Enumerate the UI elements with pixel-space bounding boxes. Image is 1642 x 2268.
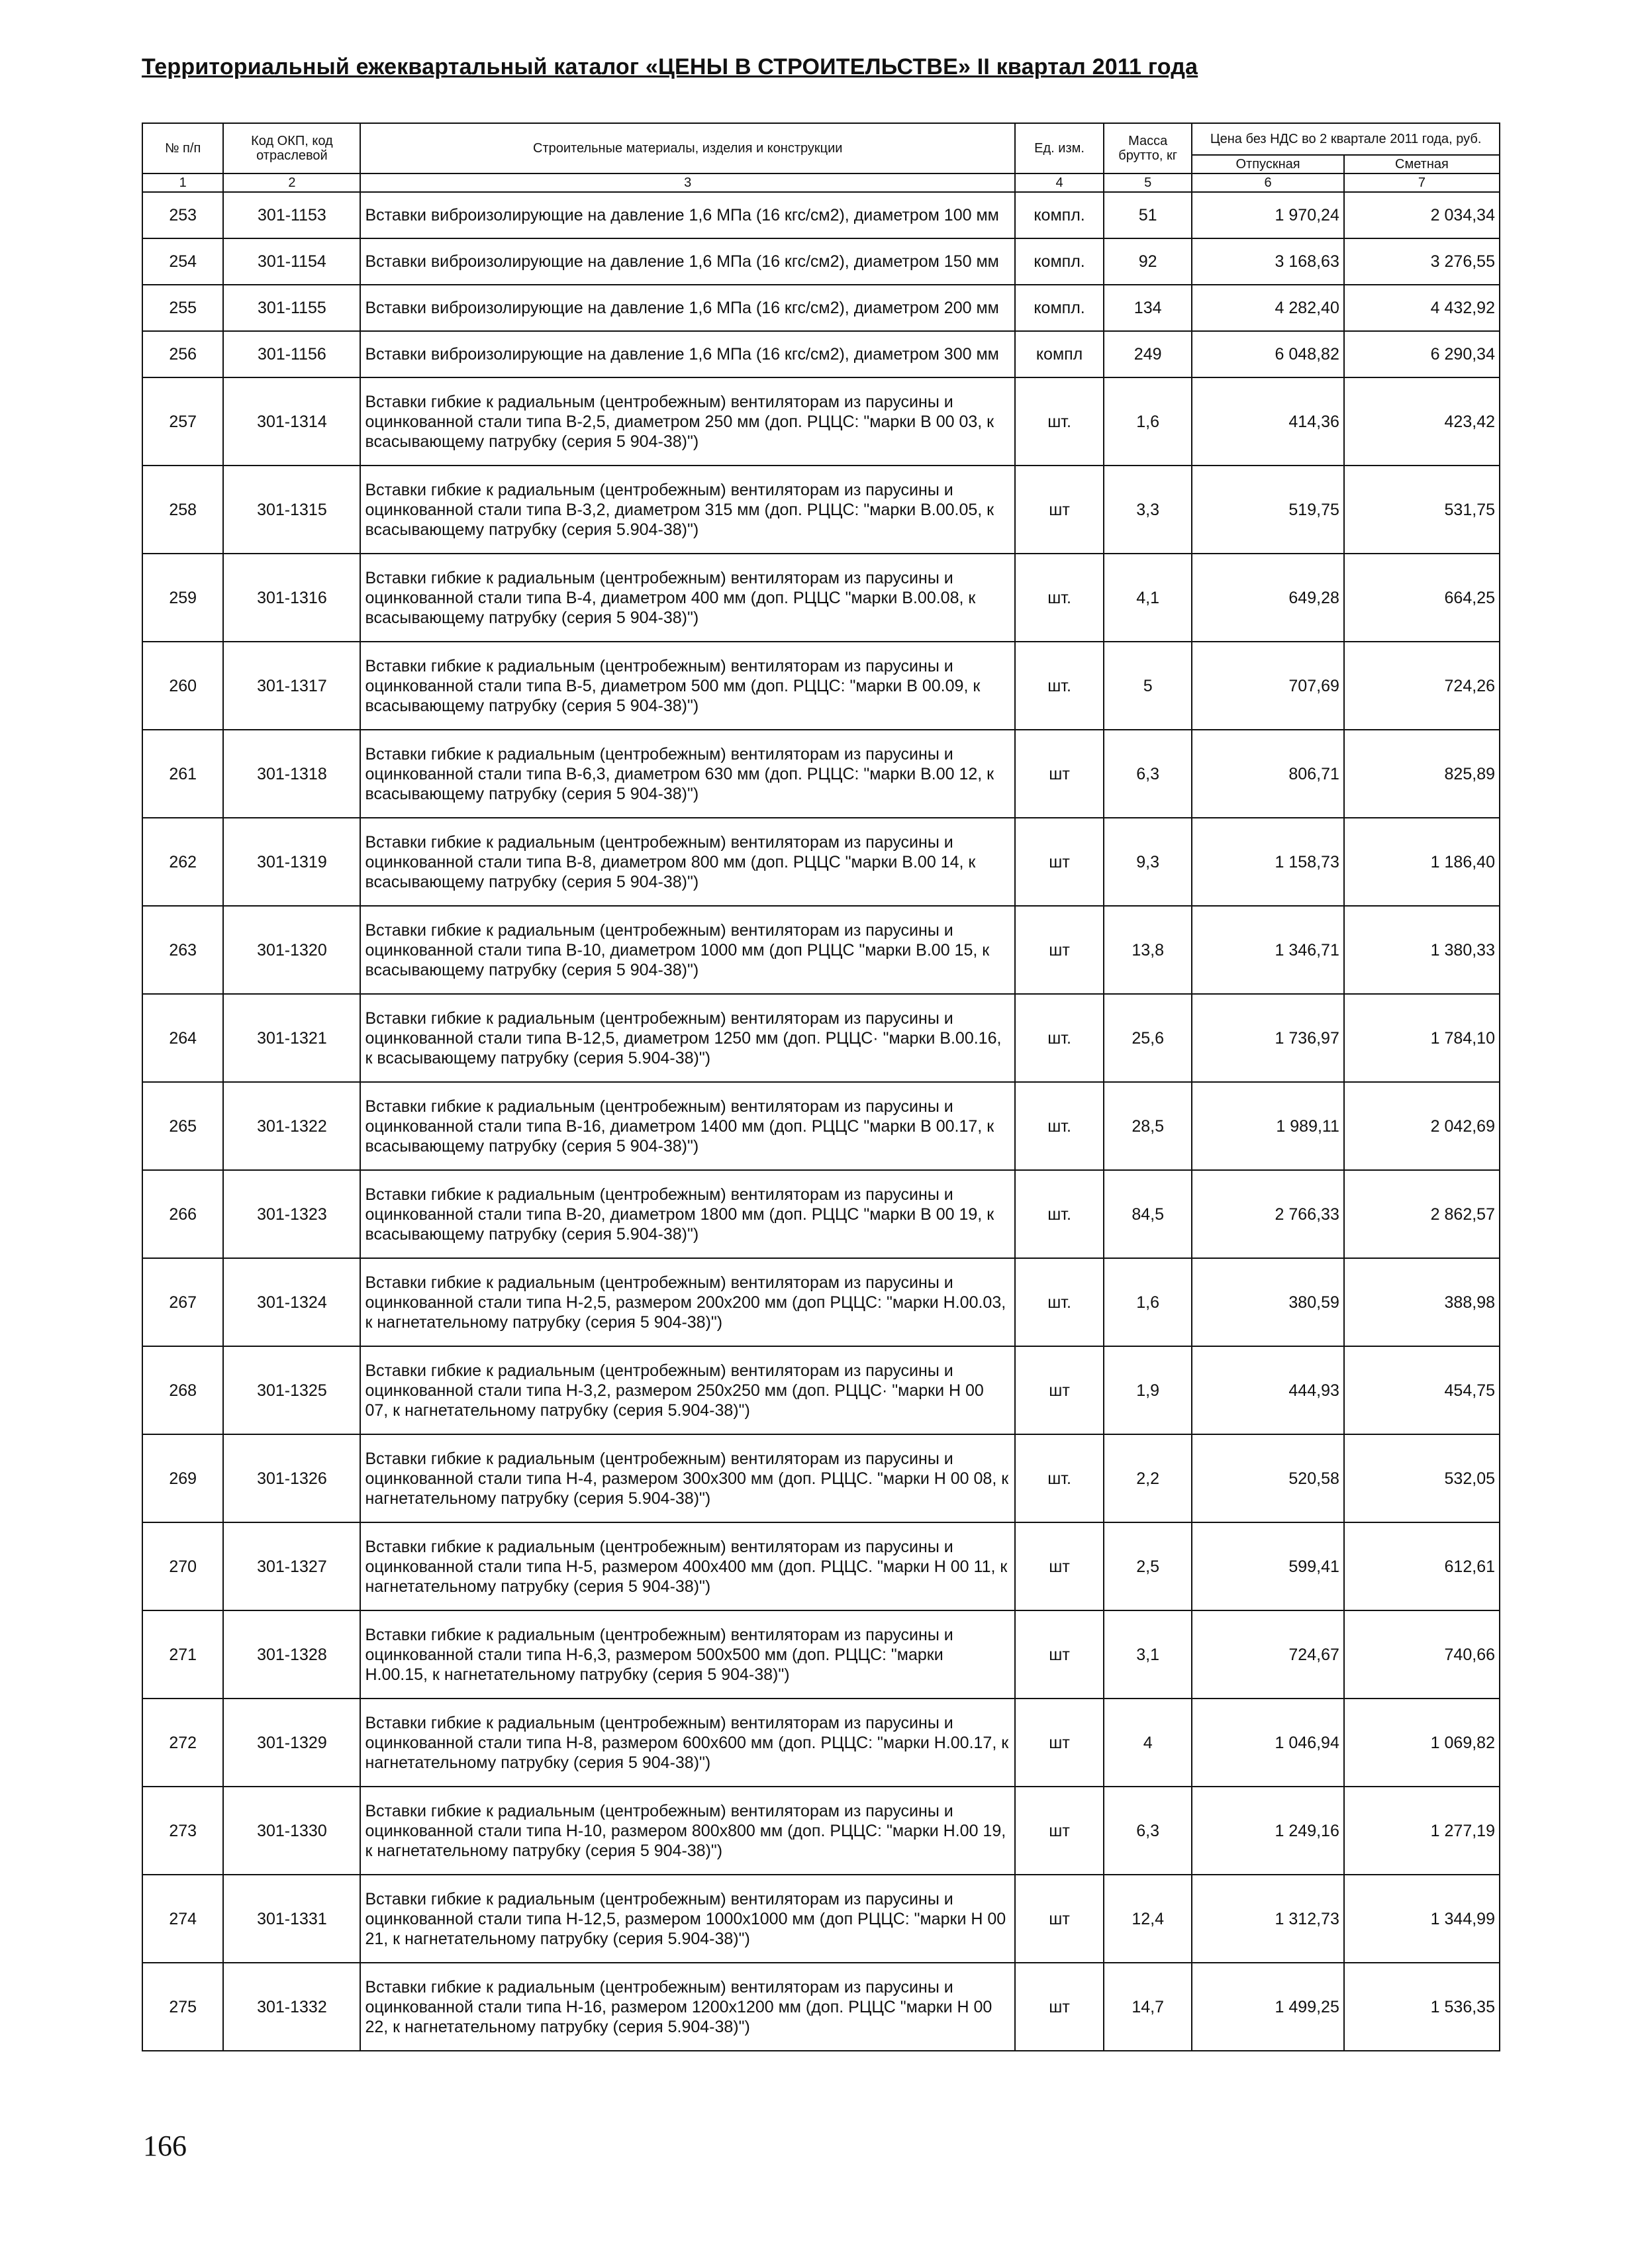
price-release: 649,28 (1192, 554, 1344, 642)
table-row (142, 1170, 1500, 1258)
row-number: 264 (142, 994, 223, 1082)
table-row (142, 377, 1500, 466)
price-estimate: 423,42 (1344, 377, 1500, 466)
column-header-no: № п/п (142, 123, 223, 173)
okp-code: 301-1317 (223, 642, 360, 730)
gross-mass: 13,8 (1104, 906, 1192, 994)
unit-of-measure: шт (1015, 1346, 1104, 1434)
item-description: Вставки виброизолирующие на давление 1,6 МПа (16 кгс/см2), диаметром 200 мм (360, 285, 1014, 331)
gross-mass: 6,3 (1104, 1787, 1192, 1875)
price-catalog-table (142, 123, 1500, 2051)
item-description: Вставки виброизолирующие на давление 1,6 МПа (16 кгс/см2), диаметром 300 мм (360, 331, 1014, 377)
price-estimate: 825,89 (1344, 730, 1500, 818)
column-header-mass: Масса брутто, кг (1104, 123, 1192, 173)
page-number: 166 (143, 2130, 187, 2162)
gross-mass: 249 (1104, 331, 1192, 377)
okp-code: 301-1327 (223, 1522, 360, 1610)
unit-of-measure: шт (1015, 730, 1104, 818)
item-description: Вставки виброизолирующие на давление 1,6 МПа (16 кгс/см2), диаметром 100 мм (360, 192, 1014, 238)
column-number: 6 (1192, 173, 1344, 192)
row-number: 261 (142, 730, 223, 818)
row-number: 272 (142, 1699, 223, 1787)
table-row (142, 1522, 1500, 1610)
price-release: 4 282,40 (1192, 285, 1344, 331)
table-row (142, 994, 1500, 1082)
gross-mass: 12,4 (1104, 1875, 1192, 1963)
okp-code: 301-1324 (223, 1258, 360, 1346)
price-release: 1 046,94 (1192, 1699, 1344, 1787)
price-release: 519,75 (1192, 466, 1344, 554)
item-description: Вставки гибкие к радиальным (центробежным) вентиляторам из парусины и оцинкованной стали типа В-8, диаметром 800 мм (доп. РЦЦС "марки В.00 14, к всасывающему патрубку (серия 5 904-38)") (360, 818, 1014, 906)
row-number: 258 (142, 466, 223, 554)
unit-of-measure: шт (1015, 818, 1104, 906)
unit-of-measure: компл. (1015, 285, 1104, 331)
column-header-price-group: Цена без НДС во 2 квартале 2011 года, руб. (1192, 123, 1500, 155)
price-release: 1 736,97 (1192, 994, 1344, 1082)
item-description: Вставки гибкие к радиальным (центробежным) вентиляторам из парусины и оцинкованной стали типа Н-16, размером 1200х1200 мм (доп. РЦЦС "марки Н 00 22, к нагнетательному патрубку (серия 5.904-38)") (360, 1963, 1014, 2051)
okp-code: 301-1329 (223, 1699, 360, 1787)
item-description: Вставки гибкие к радиальным (центробежным) вентиляторам из парусины и оцинкованной стали типа Н-2,5, размером 200х200 мм (доп РЦЦС: "марки Н.00.03, к нагнетательному патрубку (серия 5 904-38)") (360, 1258, 1014, 1346)
table-row (142, 285, 1500, 331)
row-number: 257 (142, 377, 223, 466)
okp-code: 301-1314 (223, 377, 360, 466)
unit-of-measure: шт (1015, 1699, 1104, 1787)
unit-of-measure: шт (1015, 466, 1104, 554)
price-release: 599,41 (1192, 1522, 1344, 1610)
price-estimate: 6 290,34 (1344, 331, 1500, 377)
item-description: Вставки гибкие к радиальным (центробежным) вентиляторам из парусины и оцинкованной стали типа В-4, диаметром 400 мм (доп. РЦЦС "марки В.00.08, к всасывающему патрубку (серия 5 904-38)") (360, 554, 1014, 642)
gross-mass: 3,1 (1104, 1610, 1192, 1699)
item-description: Вставки гибкие к радиальным (центробежным) вентиляторам из парусины и оцинкованной стали типа Н-5, размером 400х400 мм (доп. РЦЦС. "марки Н 00 11, к нагнетательному патрубку (серия 5 904-38)") (360, 1522, 1014, 1610)
column-number: 2 (223, 173, 360, 192)
price-release: 724,67 (1192, 1610, 1344, 1699)
price-release: 1 346,71 (1192, 906, 1344, 994)
table-row (142, 906, 1500, 994)
gross-mass: 51 (1104, 192, 1192, 238)
column-number: 7 (1344, 173, 1500, 192)
gross-mass: 92 (1104, 238, 1192, 285)
column-header-name: Строительные материалы, изделия и конструкции (360, 123, 1014, 173)
item-description: Вставки гибкие к радиальным (центробежным) вентиляторам из парусины и оцинкованной стали типа В-2,5, диаметром 250 мм (доп. РЦЦС: "марки В 00 03, к всасывающему патрубку (серия 5 904-38)") (360, 377, 1014, 466)
row-number: 269 (142, 1434, 223, 1522)
gross-mass: 25,6 (1104, 994, 1192, 1082)
item-description: Вставки гибкие к радиальным (центробежным) вентиляторам из парусины и оцинкованной стали типа Н-10, размером 800х800 мм (доп. РЦЦС: "марки Н.00 19, к нагнетательному патрубку (серия 5 904-38)") (360, 1787, 1014, 1875)
item-description: Вставки гибкие к радиальным (центробежным) вентиляторам из парусины и оцинкованной стали типа Н-4, размером 300х300 мм (доп. РЦЦС. "марки Н 00 08, к нагнетательному патрубку (серия 5.904-38)") (360, 1434, 1014, 1522)
price-estimate: 531,75 (1344, 466, 1500, 554)
item-description: Вставки гибкие к радиальным (центробежным) вентиляторам из парусины и оцинкованной стали типа В-16, диаметром 1400 мм (доп. РЦЦС "марки В 00.17, к всасывающему патрубку (серия 5 904-38)") (360, 1082, 1014, 1170)
column-header-price-release: Отпускная (1192, 155, 1344, 173)
price-estimate: 1 069,82 (1344, 1699, 1500, 1787)
gross-mass: 1,9 (1104, 1346, 1192, 1434)
column-number-row (142, 173, 1500, 192)
gross-mass: 14,7 (1104, 1963, 1192, 2051)
price-release: 1 499,25 (1192, 1963, 1344, 2051)
price-estimate: 1 344,99 (1344, 1875, 1500, 1963)
okp-code: 301-1332 (223, 1963, 360, 2051)
row-number: 268 (142, 1346, 223, 1434)
item-description: Вставки гибкие к радиальным (центробежным) вентиляторам из парусины и оцинкованной стали типа Н-8, размером 600х600 мм (доп. РЦЦС: "марки Н.00.17, к нагнетательному патрубку (серия 5 904-38)") (360, 1699, 1014, 1787)
price-release: 2 766,33 (1192, 1170, 1344, 1258)
row-number: 256 (142, 331, 223, 377)
table-row (142, 466, 1500, 554)
table-row (142, 1875, 1500, 1963)
price-estimate: 724,26 (1344, 642, 1500, 730)
item-description: Вставки гибкие к радиальным (центробежным) вентиляторам из парусины и оцинкованной стали типа В-20, диаметром 1800 мм (доп. РЦЦС "марки В 00 19, к всасывающему патрубку (серия 5.904-38)") (360, 1170, 1014, 1258)
okp-code: 301-1315 (223, 466, 360, 554)
okp-code: 301-1155 (223, 285, 360, 331)
unit-of-measure: шт. (1015, 554, 1104, 642)
price-release: 806,71 (1192, 730, 1344, 818)
row-number: 259 (142, 554, 223, 642)
table-row (142, 1346, 1500, 1434)
price-release: 380,59 (1192, 1258, 1344, 1346)
unit-of-measure: компл. (1015, 238, 1104, 285)
price-estimate: 2 862,57 (1344, 1170, 1500, 1258)
okp-code: 301-1156 (223, 331, 360, 377)
unit-of-measure: шт (1015, 1963, 1104, 2051)
unit-of-measure: шт (1015, 906, 1104, 994)
price-estimate: 2 042,69 (1344, 1082, 1500, 1170)
row-number: 274 (142, 1875, 223, 1963)
table-row (142, 642, 1500, 730)
unit-of-measure: шт (1015, 1875, 1104, 1963)
gross-mass: 1,6 (1104, 377, 1192, 466)
price-estimate: 454,75 (1344, 1346, 1500, 1434)
price-estimate: 1 536,35 (1344, 1963, 1500, 2051)
item-description: Вставки гибкие к радиальным (центробежным) вентиляторам из парусины и оцинкованной стали типа Н-6,3, размером 500х500 мм (доп. РЦЦС: "марки Н.00.15, к нагнетательному патрубку (серия 5 904-38)") (360, 1610, 1014, 1699)
table-row (142, 238, 1500, 285)
table-row (142, 1610, 1500, 1699)
unit-of-measure: компл (1015, 331, 1104, 377)
item-description: Вставки гибкие к радиальным (центробежным) вентиляторам из парусины и оцинкованной стали типа В-6,3, диаметром 630 мм (доп. РЦЦС: "марки В.00 12, к всасывающему патрубку (серия 5 904-38)") (360, 730, 1014, 818)
price-release: 1 989,11 (1192, 1082, 1344, 1170)
row-number: 267 (142, 1258, 223, 1346)
price-estimate: 1 186,40 (1344, 818, 1500, 906)
gross-mass: 84,5 (1104, 1170, 1192, 1258)
item-description: Вставки гибкие к радиальным (центробежным) вентиляторам из парусины и оцинкованной стали типа В-10, диаметром 1000 мм (доп РЦЦС "марки В.00 15, к всасывающему патрубку (серия 5 904-38)") (360, 906, 1014, 994)
item-description: Вставки гибкие к радиальным (центробежным) вентиляторам из парусины и оцинкованной стали типа Н-3,2, размером 250х250 мм (доп. РЦЦС· "марки Н 00 07, к нагнетательному патрубку (серия 5.904-38)") (360, 1346, 1014, 1434)
price-estimate: 3 276,55 (1344, 238, 1500, 285)
okp-code: 301-1320 (223, 906, 360, 994)
gross-mass: 3,3 (1104, 466, 1192, 554)
price-estimate: 4 432,92 (1344, 285, 1500, 331)
table-row (142, 1787, 1500, 1875)
okp-code: 301-1153 (223, 192, 360, 238)
price-estimate: 1 784,10 (1344, 994, 1500, 1082)
okp-code: 301-1326 (223, 1434, 360, 1522)
row-number: 275 (142, 1963, 223, 2051)
row-number: 260 (142, 642, 223, 730)
price-release: 1 158,73 (1192, 818, 1344, 906)
column-header-price-estimate: Сметная (1344, 155, 1500, 173)
okp-code: 301-1321 (223, 994, 360, 1082)
price-estimate: 532,05 (1344, 1434, 1500, 1522)
column-header-unit: Ед. изм. (1015, 123, 1104, 173)
gross-mass: 5 (1104, 642, 1192, 730)
price-estimate: 388,98 (1344, 1258, 1500, 1346)
price-release: 444,93 (1192, 1346, 1344, 1434)
price-release: 1 312,73 (1192, 1875, 1344, 1963)
gross-mass: 4,1 (1104, 554, 1192, 642)
okp-code: 301-1330 (223, 1787, 360, 1875)
okp-code: 301-1325 (223, 1346, 360, 1434)
row-number: 263 (142, 906, 223, 994)
okp-code: 301-1319 (223, 818, 360, 906)
price-release: 1 970,24 (1192, 192, 1344, 238)
unit-of-measure: шт (1015, 1787, 1104, 1875)
row-number: 266 (142, 1170, 223, 1258)
okp-code: 301-1323 (223, 1170, 360, 1258)
unit-of-measure: компл. (1015, 192, 1104, 238)
gross-mass: 134 (1104, 285, 1192, 331)
gross-mass: 2,5 (1104, 1522, 1192, 1610)
price-estimate: 740,66 (1344, 1610, 1500, 1699)
price-release: 414,36 (1192, 377, 1344, 466)
price-release: 707,69 (1192, 642, 1344, 730)
gross-mass: 4 (1104, 1699, 1192, 1787)
okp-code: 301-1322 (223, 1082, 360, 1170)
item-description: Вставки гибкие к радиальным (центробежным) вентиляторам из парусины и оцинкованной стали типа В-12,5, диаметром 1250 мм (доп. РЦЦС· "марки В.00.16, к всасывающему патрубку (серия 5.904-38)") (360, 994, 1014, 1082)
unit-of-measure: шт. (1015, 1082, 1104, 1170)
okp-code: 301-1316 (223, 554, 360, 642)
price-release: 1 249,16 (1192, 1787, 1344, 1875)
row-number: 262 (142, 818, 223, 906)
table-row (142, 1082, 1500, 1170)
row-number: 265 (142, 1082, 223, 1170)
row-number: 254 (142, 238, 223, 285)
row-number: 271 (142, 1610, 223, 1699)
item-description: Вставки гибкие к радиальным (центробежным) вентиляторам из парусины и оцинкованной стали типа В-5, диаметром 500 мм (доп. РЦЦС: "марки В 00.09, к всасывающему патрубку (серия 5 904-38)") (360, 642, 1014, 730)
price-release: 520,58 (1192, 1434, 1344, 1522)
column-number: 5 (1104, 173, 1192, 192)
row-number: 255 (142, 285, 223, 331)
unit-of-measure: шт. (1015, 1258, 1104, 1346)
gross-mass: 1,6 (1104, 1258, 1192, 1346)
table-row (142, 554, 1500, 642)
page-title: Территориальный ежеквартальный каталог «ЦЕНЫ В СТРОИТЕЛЬСТВЕ» II квартал 2011 года (142, 54, 1198, 79)
table-body (142, 192, 1500, 2051)
table-row (142, 730, 1500, 818)
price-release: 3 168,63 (1192, 238, 1344, 285)
unit-of-measure: шт. (1015, 1170, 1104, 1258)
table-row (142, 331, 1500, 377)
column-header-code: Код ОКП, код отраслевой (223, 123, 360, 173)
table-row (142, 192, 1500, 238)
table-row (142, 1434, 1500, 1522)
unit-of-measure: шт. (1015, 1434, 1104, 1522)
unit-of-measure: шт (1015, 1522, 1104, 1610)
item-description: Вставки гибкие к радиальным (центробежным) вентиляторам из парусины и оцинкованной стали типа Н-12,5, размером 1000х1000 мм (доп РЦЦС: "марки Н 00 21, к нагнетательному патрубку (серия 5.904-38)") (360, 1875, 1014, 1963)
table-row (142, 1258, 1500, 1346)
row-number: 273 (142, 1787, 223, 1875)
item-description: Вставки гибкие к радиальным (центробежным) вентиляторам из парусины и оцинкованной стали типа В-3,2, диаметром 315 мм (доп. РЦЦС: "марки В.00.05, к всасывающему патрубку (серия 5.904-38)") (360, 466, 1014, 554)
unit-of-measure: шт. (1015, 642, 1104, 730)
unit-of-measure: шт. (1015, 377, 1104, 466)
unit-of-measure: шт. (1015, 994, 1104, 1082)
gross-mass: 9,3 (1104, 818, 1192, 906)
unit-of-measure: шт (1015, 1610, 1104, 1699)
okp-code: 301-1154 (223, 238, 360, 285)
okp-code: 301-1328 (223, 1610, 360, 1699)
price-release: 6 048,82 (1192, 331, 1344, 377)
price-estimate: 664,25 (1344, 554, 1500, 642)
column-number: 1 (142, 173, 223, 192)
item-description: Вставки виброизолирующие на давление 1,6 МПа (16 кгс/см2), диаметром 150 мм (360, 238, 1014, 285)
gross-mass: 28,5 (1104, 1082, 1192, 1170)
column-number: 4 (1015, 173, 1104, 192)
price-estimate: 1 380,33 (1344, 906, 1500, 994)
row-number: 253 (142, 192, 223, 238)
price-estimate: 2 034,34 (1344, 192, 1500, 238)
column-number: 3 (360, 173, 1014, 192)
table-row (142, 1699, 1500, 1787)
price-estimate: 1 277,19 (1344, 1787, 1500, 1875)
okp-code: 301-1318 (223, 730, 360, 818)
row-number: 270 (142, 1522, 223, 1610)
okp-code: 301-1331 (223, 1875, 360, 1963)
gross-mass: 2,2 (1104, 1434, 1192, 1522)
gross-mass: 6,3 (1104, 730, 1192, 818)
price-estimate: 612,61 (1344, 1522, 1500, 1610)
table-row (142, 1963, 1500, 2051)
table-row (142, 818, 1500, 906)
